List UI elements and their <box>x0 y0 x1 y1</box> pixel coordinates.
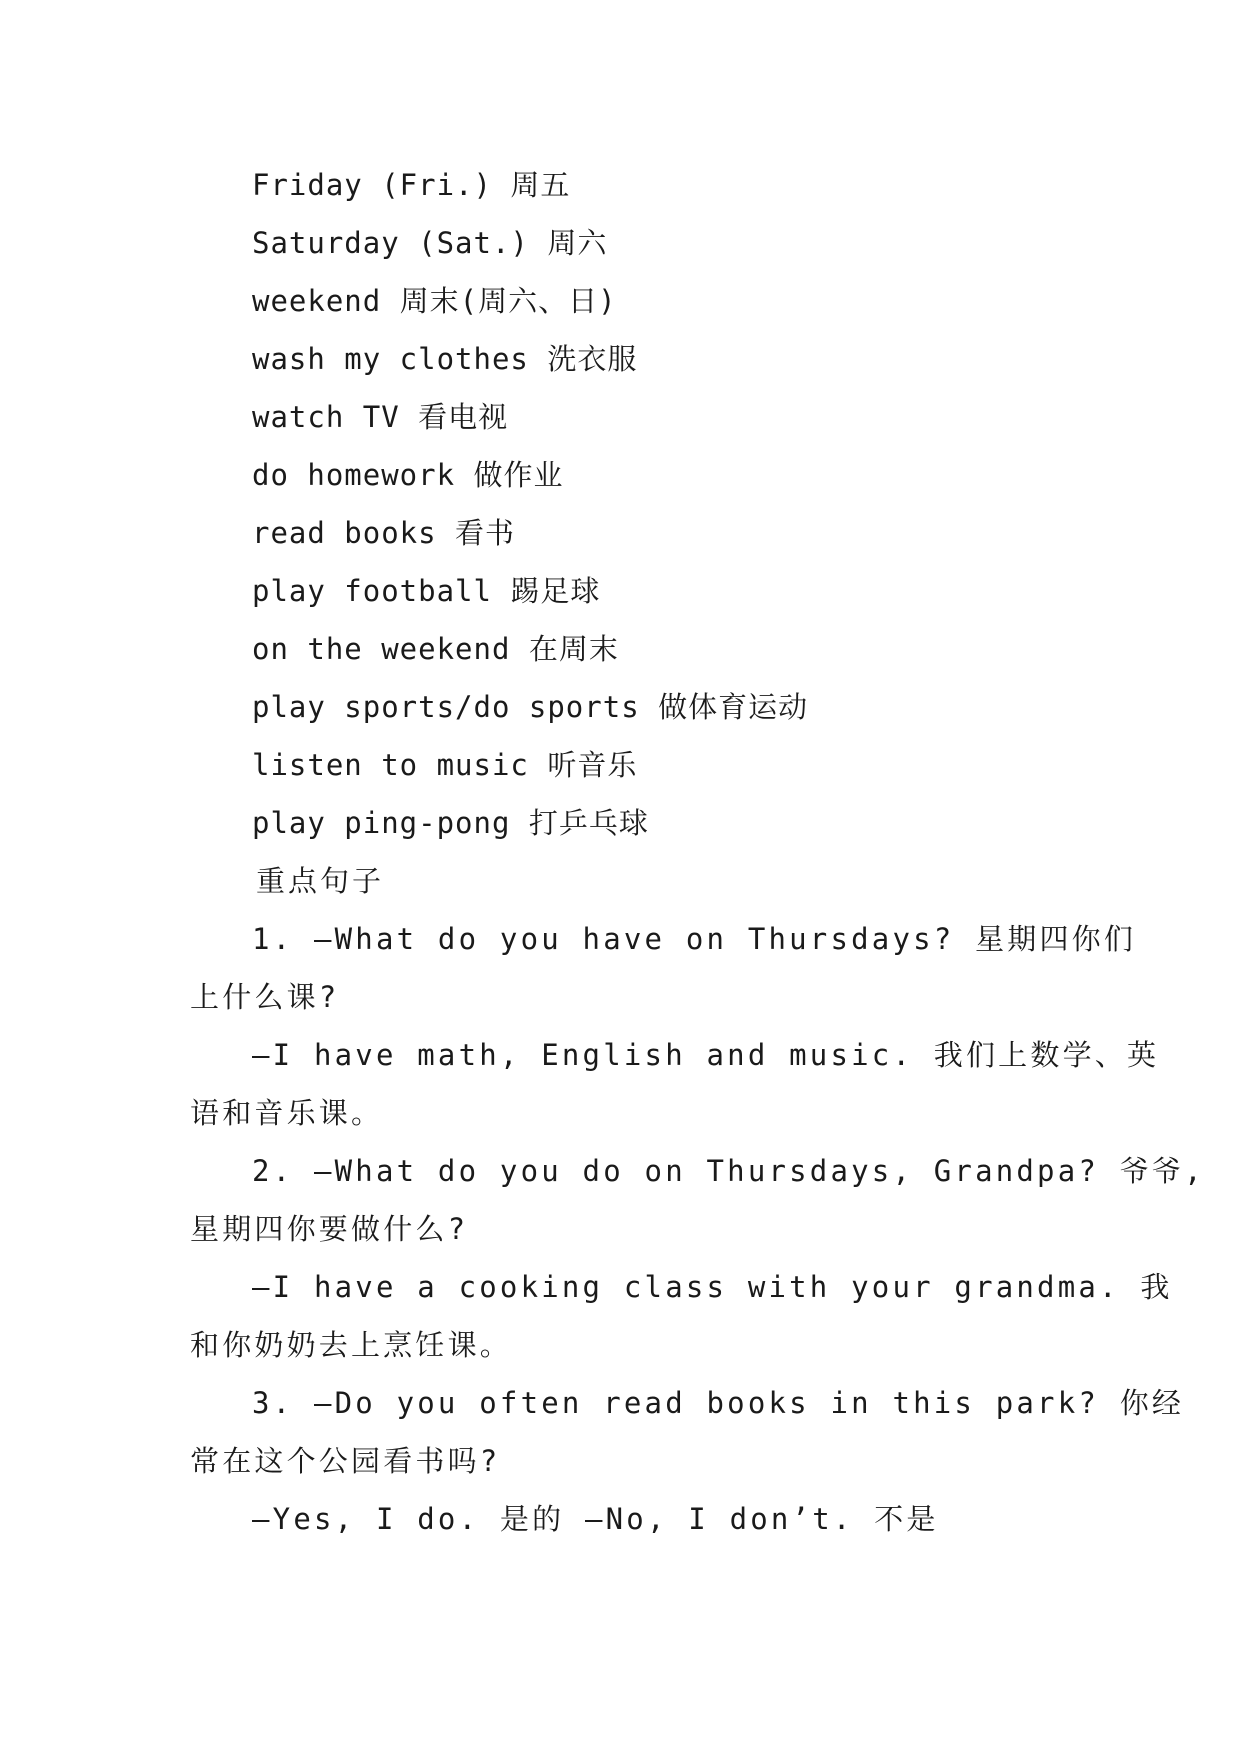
sentence-line: 语和音乐课。 <box>190 1096 384 1130</box>
vocab-item: play sports/do sports 做体育运动 <box>252 690 809 724</box>
sentence-line: 1. —What do you have on Thursdays? 星期四你们 <box>252 922 1137 956</box>
sentence-line: 上什么课? <box>190 980 340 1014</box>
vocab-item: play ping-pong 打乒乓球 <box>252 806 649 840</box>
sentence-line: 和你奶奶去上烹饪课。 <box>190 1328 513 1362</box>
section-heading: 重点句子 <box>256 864 385 898</box>
vocab-item: watch TV 看电视 <box>252 400 509 434</box>
vocab-item: on the weekend 在周末 <box>252 632 619 666</box>
vocab-item: play football 踢足球 <box>252 574 601 608</box>
sentence-line: —I have a cooking class with your grandma. 我 <box>252 1270 1173 1304</box>
sentence-line: —I have math, English and music. 我们上数学、英 <box>252 1038 1160 1072</box>
sentence-line: 3. —Do you often read books in this park? 你经 <box>252 1386 1185 1420</box>
vocab-item: read books 看书 <box>252 516 516 550</box>
vocab-item: listen to music 听音乐 <box>252 748 638 782</box>
sentence-line: 星期四你要做什么? <box>190 1212 469 1246</box>
sentence-line: 2. —What do you do on Thursdays, Grandpa? 爷爷, <box>252 1154 1205 1188</box>
vocab-item: do homework 做作业 <box>252 458 564 492</box>
vocab-item: weekend 周末(周六、日) <box>252 284 617 318</box>
sentence-line: 常在这个公园看书吗? <box>190 1444 501 1478</box>
sentence-line: —Yes, I do. 是的 —No, I don’t. 不是 <box>252 1502 939 1536</box>
vocab-item: Saturday (Sat.) 周六 <box>252 226 608 260</box>
vocab-item: Friday (Fri.) 周五 <box>252 168 571 202</box>
vocab-item: wash my clothes 洗衣服 <box>252 342 638 376</box>
